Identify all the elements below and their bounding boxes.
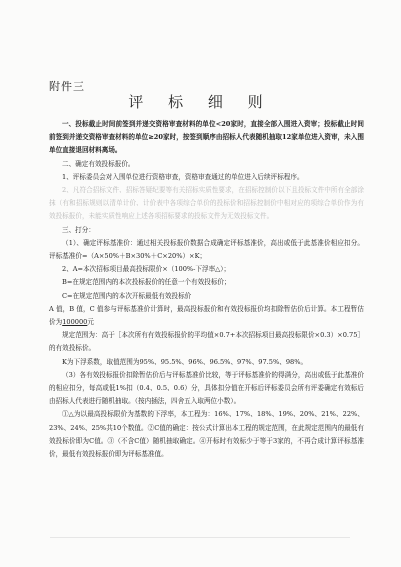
document-body <box>49 118 364 461</box>
paragraph-benchmark-formula: （1）、确定评标基准价：通过相关投标报价数据合成确定评标基准价，高出或低于此基准价相应扣分。评标基准价=（A×50%＋B×30%＋C×20%）×K； <box>49 238 364 261</box>
paragraph-b-definition: B=在规定范围内的本次投标报价的任意一个有效投标价； <box>62 278 231 287</box>
paragraph-c-definition: C=在规定范围内的本次开标最低有效投标价 <box>62 291 192 300</box>
attachment-label: 附件三 <box>49 80 85 93</box>
paragraph-provisional-sum: A 值，B 值，C 值参与评标基准价计算时，最高投标报价和有效投标报价均扣除暂估价后计算。本工程暂估价为100000元 <box>49 304 364 327</box>
section-heading-valid-bid: 二、确定有效投标报价。 <box>62 159 135 168</box>
paragraph-deduction: （3）各有效投标报价扣除暂估价后与评标基准价比较，等于评标基准价的得满分，高出或低于此基准价的相应扣分，每高或低1%扣（0.4、0.5、0.6）分，具体扣分值在开标后评标委员会所有评委确定有效标后由招标人代表进行随机抽取。（按内插法，四舍五入取两位小数）。 <box>49 370 364 406</box>
page-divider <box>50 537 350 538</box>
paragraph-valid-bid-criteria: 2、凡符合招标文件、招标答疑纪要等有关招标实质性要求，在招标控制价以下且投标文件中所有全部涂抹（有和招标规则以清单计价、计价表中各项综合单价的投标价和招标控制价中相对应的项综合单价作为有效投标报价，未能实质性响应上述各项招标要求的投标文件为无效投标文件。 <box>49 186 364 221</box>
document-title: 评 标 细 则 <box>128 93 273 111</box>
paragraph-range: 规定范围为：高于［本次所有有效投标报价的平均值×0.7+本次招标项目最高投标限价×0.3）×0.75］的有效投标价。 <box>49 331 364 353</box>
paragraph-notes: ①△为以最高投标限价为基数的下浮率，本工程为：16%、17%、18%、19%、20%、21%、22%、23%、24%、25%共10个数值。②C值的确定：按公式计算出本工程的规定范围，在此规定范围内的最低有效投标价即为C值。③（不含C值）随机抽取确定。④开标时有效标少于等于3家的，不再合成计算评标基准价，最低有效投标报价即为评标基准值。 <box>49 410 364 459</box>
paragraph-k-factor: K为下浮系数，取值范围为95%、95.5%、96%、96.5%、97%、97.5%、98%。 <box>62 357 308 366</box>
paragraph-qualification: 1、评标委员会对入围单位进行资格审查，资格审查通过的单位进入后续评标程序。 <box>62 172 304 181</box>
provisional-sum-value: 100000 <box>62 318 88 327</box>
paragraph-entry-rule: 一、投标截止时间前签到并递交资格审查材料的单位<20家时，直接全部入围进入资审；投标截止时间前签到并递交资格审查材料的单位≥20家时，按签到顺序由招标人代表随机抽取12家单位进入资审，未入围单位直接退回材料离场。 <box>49 120 364 155</box>
section-heading-scoring: 三、打分： <box>62 225 95 234</box>
paragraph-a-definition: 2、A=本次招标项目最高投标限价×（100%-下浮率△）； <box>62 265 231 274</box>
